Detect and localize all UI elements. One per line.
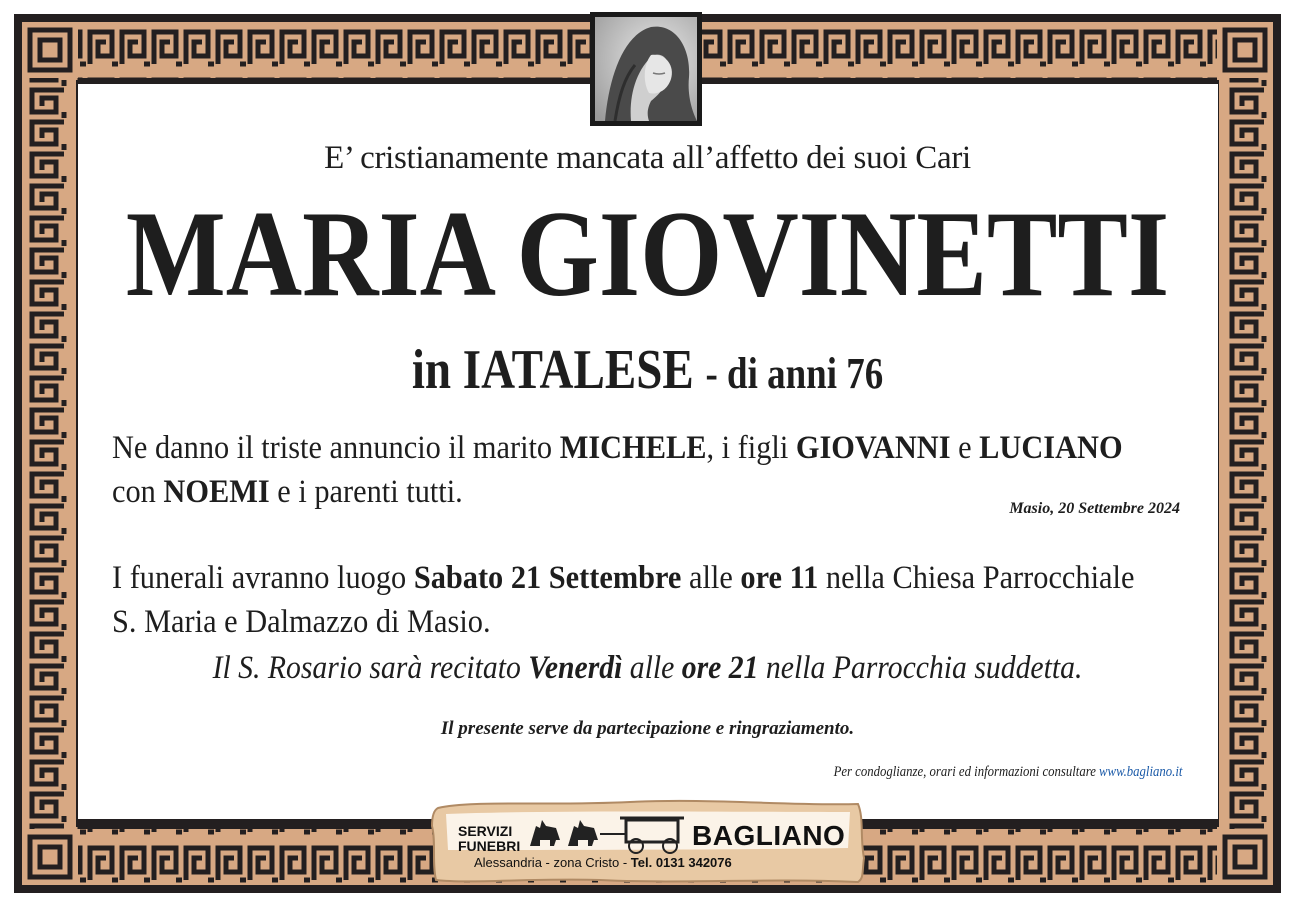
rosary-text: nella Parrocchia suddetta.: [758, 650, 1083, 686]
website-link[interactable]: www.bagliano.it: [1098, 764, 1182, 780]
child-name: LUCIANO: [979, 430, 1123, 466]
place-date: Masio, 20 Settembre 2024: [1009, 500, 1180, 517]
husband-name: MICHELE: [559, 430, 707, 466]
logo-brand: BAGLIANO: [692, 820, 846, 851]
funeral-day: Sabato 21 Settembre: [413, 560, 682, 596]
announce-text: con: [112, 474, 164, 510]
madonna-portrait-icon: [595, 17, 697, 121]
intro-text: E’ cristianamente mancata all’affetto dei suoi Cari: [324, 140, 971, 176]
logo-funebri: FUNEBRI: [458, 838, 521, 854]
phone-number: Tel. 0131 342076: [630, 855, 732, 870]
partner-name: NOEMI: [163, 474, 270, 510]
child-name: GIOVANNI: [795, 430, 951, 466]
address-text: Alessandria - zona Cristo -: [474, 855, 631, 870]
funeral-location: S. Maria e Dalmazzo di Masio.: [112, 604, 491, 640]
deceased-name: MARIA GIOVINETTI: [125, 185, 1170, 322]
logo-service-label: [458, 824, 520, 854]
rosary-day: Venerdì: [528, 650, 623, 686]
announce-text: Ne danno il triste annuncio il marito: [112, 430, 560, 466]
announce-text: , i figli: [706, 430, 796, 466]
rosary-text: Il S. Rosario sarà recitato: [212, 650, 529, 686]
logo-servizi: SERVIZI: [458, 823, 513, 839]
rosary-line: [65, 650, 1231, 687]
married-name-line: [104, 338, 1192, 402]
thanks-text: Il presente serve da partecipazione e ringraziamento.: [440, 718, 855, 739]
age-text: - di anni 76: [705, 349, 884, 398]
funeral-text: nella Chiesa Parrocchiale: [818, 560, 1135, 596]
announce-text: e i parenti tutti.: [269, 474, 463, 510]
logo-address: [474, 855, 732, 870]
funeral-home-logo: [430, 798, 866, 884]
announce-text: e: [950, 430, 980, 466]
rosary-text: alle: [622, 650, 682, 686]
funeral-paragraph: [112, 556, 1135, 644]
funeral-text: alle: [681, 560, 741, 596]
rosary-time: ore 21: [681, 650, 759, 686]
portrait-frame: [590, 12, 702, 126]
funeral-text: I funerali avranno luogo: [112, 560, 414, 596]
funeral-time: ore 11: [740, 560, 819, 596]
condolence-text: Per condoglianze, orari ed informazioni consultare: [833, 764, 1099, 780]
married-name: in IATALESE: [411, 339, 694, 401]
condolence-line: [833, 764, 1182, 781]
